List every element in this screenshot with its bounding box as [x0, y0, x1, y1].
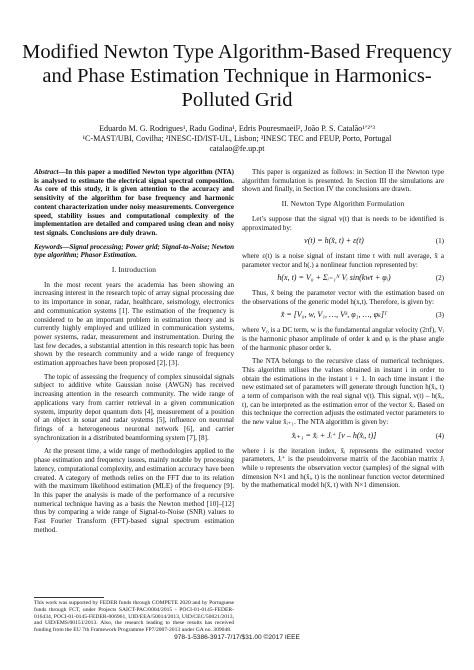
author-block	[20, 124, 454, 154]
equation-3	[242, 311, 444, 320]
equation-4	[242, 432, 444, 441]
footnote-divider	[34, 597, 104, 598]
equation-2	[242, 274, 444, 283]
nta-paragraph-1: Let’s suppose that the signal v(t) that is needs to be identified is approximated by:	[242, 214, 444, 232]
isbn-footer: 978-1-5386-3917-7/17/$31.00 ©2017 IEEE	[174, 634, 300, 641]
keywords	[34, 243, 234, 260]
equation-2-number: (2)	[435, 274, 444, 283]
abstract-text: —In this paper a modified Newton type algorithm (NTA) is analysed to estimate the electrical signal spectral composition. As core of this study, it is given attention to the accuracy and sensitivity of the algorithm for base frequency and harmonic content characterization under noisy measurements. Convergence speed, stability issues and computational complexity of the implementation are detailed and compared using clean and noisy test signals. Conclusions are duly drawn.	[34, 168, 234, 237]
section-heading-nta: II. Newton Type Algorithm Formulation	[281, 199, 405, 209]
nta-paragraph-5: The NTA belongs to the recursive class of numerical techniques. This algorithm utilises the values obtained in instant i in order to obtain the estimations in the instant i + 1. In each time instant i the new estimated set of parameters will generate through function h(x̂ᵢ, t) a term of comparison with the real signal v(t). This signal, v(t) – h(x̂ᵢ, t), can be interpreted as the estimation error of the vector x̂ᵢ. Based on this technique the correction adjusts the estimated vector parameters to the new value x̂ᵢ₊₁. The NTA algorithm is given by:	[242, 357, 444, 427]
abstract-label: Abstract	[34, 168, 59, 176]
keywords-text: —Signal processing; Power grid; Signal-to-Noise; Newton type algorithm; Phasor Estimation.	[34, 242, 235, 260]
author-names: Eduardo M. G. Rodrigues¹, Radu Godina¹, Edris Pouresmaeil², João P. S. Catalão¹ʼ²ʼ³	[99, 124, 375, 133]
right-column	[242, 168, 444, 495]
intro-paragraph-1: In the most recent years the academia has been showing an increasing interest in the research topic of array signal processing due to its importance in sonar, radar, healthcare, seismology, electronics and communication systems [1]. The estimation of the frequency is considered to be an important problem in estimation theory and is currently highly employed and utilized in communication systems, power systems, radar, measurement and instrumentation. During the last few decades, a substantial attention in this research topic has been shown by the research community and a wide range of frequency estimation approaches have been proposed [2], [3].	[34, 280, 234, 368]
organization-paragraph: This paper is organized as follows: in Section II the Newton type algorithm formulation is presented. In Section III the simulations are shown and finally, in Section IV the conclusions are drawn.	[242, 168, 444, 194]
equation-3-number: (3)	[435, 311, 444, 320]
nta-paragraph-4: where V₀ is a DC term, w is the fundamental angular velocity (2πf), Vᵢ is the harmonic phasor amplitude of order k and φᵢ is the phase angle of the harmonic phasor order k.	[242, 326, 444, 352]
equation-3-body: x̂ = [V₀, w, V₁, …, Vᵏ, φ₁, …, φₖ]ᵀ	[280, 310, 388, 320]
funding-footnote: This work was supported by FEDER funds through COMPETE 2020 and by Portuguese funds through FCT, under Projects SAICT-PAC/0004/2015 - POCI-01-0145-FEDER-016434, POCI-01-0145-FEDER-006961, UID/EEA/50014/2013, UID/CEC/50021/2013, and UID/EMS/00151/2013. Also, the research leading to these results has received funding from the EU 7th Framework Programme FP7/2007-2013 under GA no. 309048.	[34, 600, 234, 634]
intro-paragraph-2: The topic of assessing the frequency of complex sinusoidal signals subject to additive white Gaussian noise (AWGN) has received increasing attention in the research community. The wide range of applications vary from carrier retrieval in a given communication system, impurity depot quantum dots [4], measurement of a position of an object in sonar and radar systems [5], influence on neuronal firings of a heterogeneous neuronal network [6], and carrier synchronization in a distributed beamforming system [7], [8].	[34, 372, 234, 442]
author-email: catalao@fe.up.pt	[209, 144, 265, 153]
nta-paragraph-2: where ε(t) is a noise signal of instant time t with null average, x̂ a parameter vector and h(.) a nonlinear function represented by:	[242, 251, 444, 269]
keywords-label: Keywords	[34, 242, 63, 251]
author-affiliations: ¹C-MAST/UBI, Covilha; ²INESC-ID/IST-UL, Lisbon; ³INESC TEC and FEUP, Porto, Portugal	[82, 134, 392, 143]
equation-1	[242, 237, 444, 246]
intro-paragraph-3: At the present time, a wide range of methodologies applied to the phase estimation and frequency issues, mainly notable by processing latency, computational complexity, and estimation accuracy have been created. A category of methods relies on the FFT due to its relation with the maximum likelihood estimation (MLE) of the frequency [9]. In this paper the analysis is made of the performance of a recursive numerical technique having as a basis the Newton method [10]–[12] thus by comparing a wide range of Signal-to-Noise (SNR) values to Fast Fourier Transform (FFT)-based signal spectrum estimation method.	[34, 447, 234, 534]
paper-title: Modified Newton Type Algorithm-Based Frequency and Phase Estimation Technique in Harmonics-Polluted Grid	[22, 41, 452, 111]
nta-paragraph-3: Thus, x̂ being the parameter vector with the estimation based on the observations of the generic model h(x,t). Therefore, is given by:	[242, 289, 444, 306]
left-column	[34, 168, 234, 539]
nta-paragraph-6: where i is the iteration index, x̂ᵢ represents the estimated vector parameters, Jᵢ⁺ is the pseudoinverse matrix of the Jacobian matrix Jᵢ while υ represents the observation vector (samples) of the signal with dimension N×1 and h(x̂ᵢ, t) is the nonlinear function vector determined by the mathematical model h(x̂, t) with N×1 dimension.	[242, 446, 444, 490]
equation-1-number: (1)	[435, 237, 444, 246]
equation-4-number: (4)	[435, 431, 444, 440]
abstract	[34, 168, 234, 238]
equation-2-body: h(x, t) = V₀ + Σᵢ₌₁ᴺ Vᵢ sin(kwt + φᵢ)	[277, 273, 391, 283]
equation-4-body: x̂ᵢ₊₁ = x̂ᵢ + Jᵢ⁺ [v – h(x̂ᵢ, t)]	[291, 430, 377, 440]
section-heading-introduction: I. Introduction	[111, 265, 157, 275]
equation-1-body: v(t) = h(x̂, t) + ε(t)	[304, 236, 364, 246]
